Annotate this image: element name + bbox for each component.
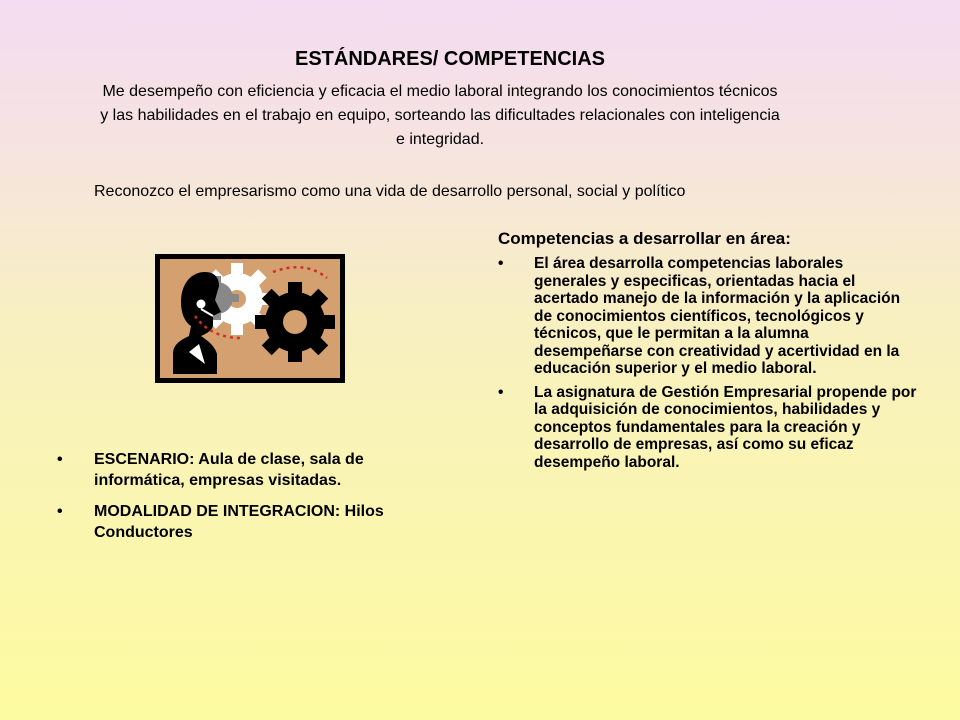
left-bullet-list [57, 449, 447, 553]
list-item-label: MODALIDAD DE INTEGRACION: [94, 503, 341, 520]
list-item-text: Hilos Conductores [94, 503, 384, 541]
intro-paragraph: Me desempeño con eficiencia y eficacia el medio laboral integrando los conocimientos técnicos y las habilidades en el trabajo en equipo, sorteando las dificultades relacionales con inteligencia e integridad. [100, 83, 780, 148]
slide-title: ESTÁNDARES/ COMPETENCIAS [294, 48, 606, 70]
bullet-icon: • [498, 383, 504, 401]
bullet-icon: • [57, 503, 63, 520]
tagline: Reconozco el empresarismo como una vida de desarrollo personal, social y político [94, 183, 686, 200]
list-item-text: La asignatura de Gestión Empresarial propende por la adquisición de conocimientos, habilidades y conceptos fundamentales para la creación y desarrollo de empresas, así como su eficaz desempeño laboral. [534, 383, 917, 471]
list-item [498, 255, 918, 378]
list-item [498, 384, 918, 472]
list-item-text: Aula de clase, sala de informática, empresas visitadas. [94, 451, 364, 489]
bullet-icon: • [498, 255, 504, 272]
list-item [57, 501, 447, 543]
head-with-gears-icon [155, 254, 345, 383]
competencies-heading: Competencias a desarrollar en área: [498, 229, 791, 248]
list-item [57, 449, 447, 491]
competencies-section [498, 229, 918, 477]
list-item-label: ESCENARIO: [94, 451, 195, 468]
list-item-text: El área desarrolla competencias laborales generales y especificas, orientadas hacia el acertado manejo de la información y la aplicación de conocimientos científicos, tecnológicos y técnicos, que le permitan a la alumna desempeñarse con creatividad y acertividad en la educación superior y el medio laboral. [534, 255, 901, 377]
competencies-list [498, 255, 918, 471]
bullet-icon: • [57, 451, 63, 468]
